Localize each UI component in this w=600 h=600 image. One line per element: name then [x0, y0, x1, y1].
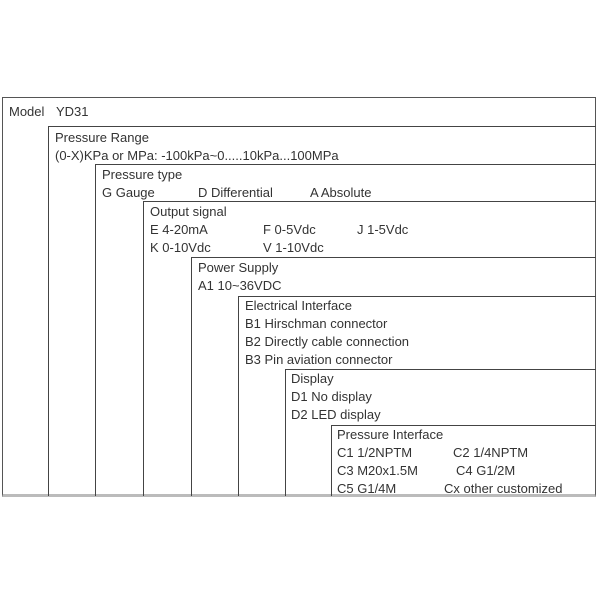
display-title: Display [291, 371, 334, 386]
pressure-interface-option: C4 G1/2M [456, 463, 516, 478]
pressure-interface-option: Cx other customized [444, 481, 563, 496]
pressure-type-title: Pressure type [102, 167, 183, 182]
display-option: D1 No display [291, 389, 372, 404]
divider [238, 296, 239, 496]
electrical-interface-option: B2 Directly cable connection [245, 334, 410, 349]
divider [331, 425, 332, 496]
divider [95, 164, 96, 496]
output-signal-option: K 0-10Vdc [150, 240, 211, 255]
pressure-type-option: A Absolute [310, 185, 372, 200]
pressure-interface-option: C2 1/4NPTM [453, 445, 529, 460]
electrical-interface-option: B3 Pin aviation connector [245, 352, 393, 367]
divider [191, 257, 596, 258]
output-signal-title: Output signal [150, 204, 227, 219]
pressure-range-value: (0-X)KPa or MPa: -100kPa~0.....10kPa...100MPa [55, 148, 339, 163]
pressure-interface-option: C3 M20x1.5M [337, 463, 418, 478]
pressure-interface-option: C5 G1/4M [337, 481, 397, 496]
divider [48, 126, 596, 127]
divider [143, 201, 144, 496]
power-supply-option: A1 10~36VDC [198, 278, 282, 293]
output-signal-option: E 4-20mA [150, 222, 208, 237]
power-supply-title: Power Supply [198, 260, 279, 275]
divider [48, 126, 49, 496]
divider [285, 369, 286, 496]
output-signal-option: J 1-5Vdc [357, 222, 409, 237]
pressure-interface-option: C1 1/2NPTM [337, 445, 413, 460]
pressure-interface-title: Pressure Interface [337, 427, 444, 442]
divider [191, 257, 192, 496]
pressure-type-option: G Gauge [102, 185, 155, 200]
electrical-interface-title: Electrical Interface [245, 298, 352, 313]
model-label: Model [9, 104, 45, 119]
model-value: YD31 [56, 104, 89, 119]
pressure-range-title: Pressure Range [55, 130, 149, 145]
pressure-type-option: D Differential [198, 185, 273, 200]
output-signal-option: F 0-5Vdc [263, 222, 316, 237]
electrical-interface-option: B1 Hirschman connector [245, 316, 388, 331]
display-option: D2 LED display [291, 407, 381, 422]
output-signal-option: V 1-10Vdc [263, 240, 324, 255]
